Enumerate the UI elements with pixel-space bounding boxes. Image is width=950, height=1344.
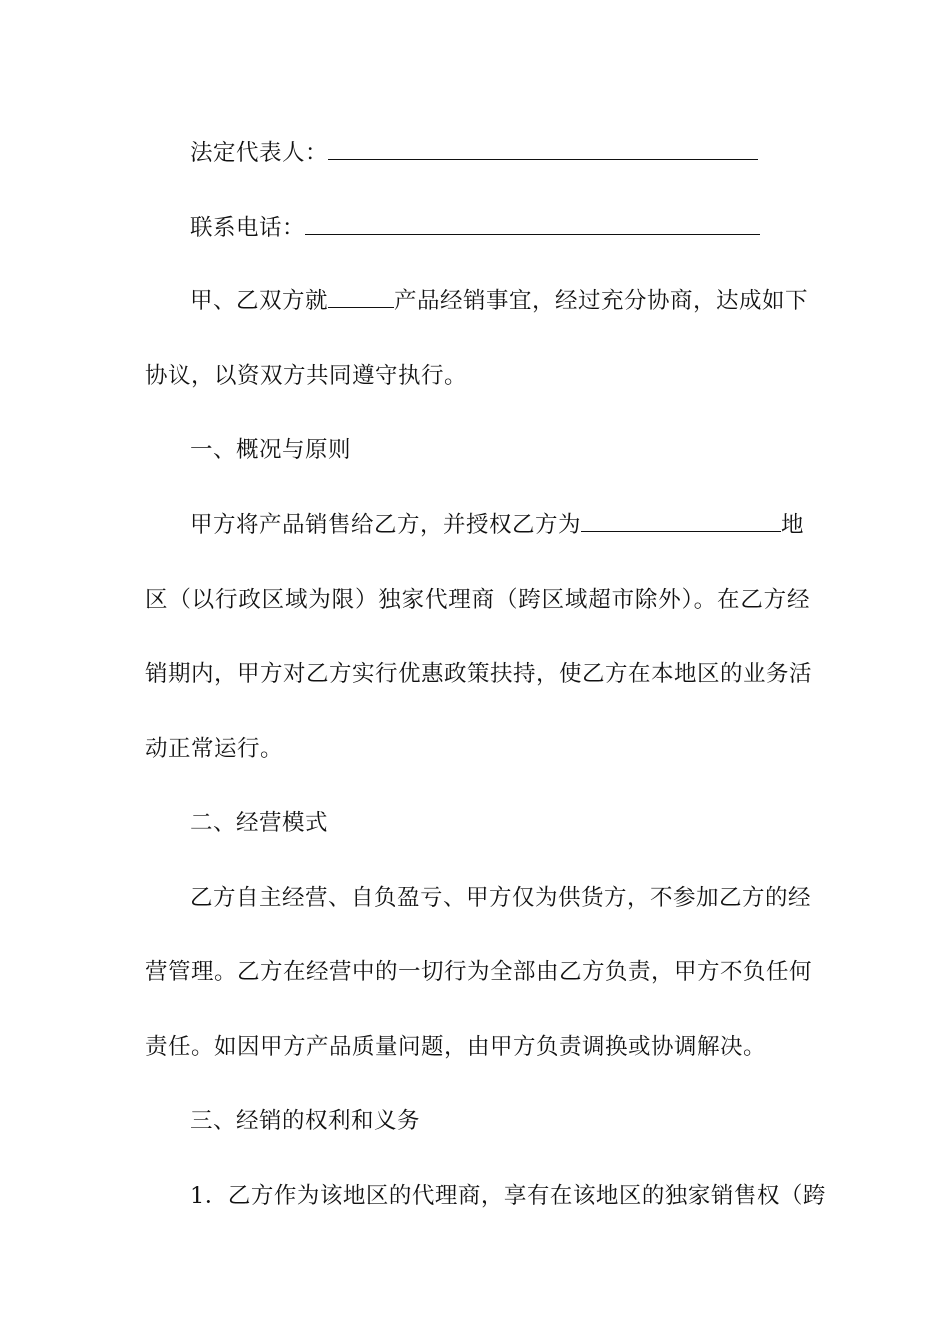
- section1-line-3: 销期内，甲方对乙方实行优惠政策扶持，使乙方在本地区的业务活: [145, 661, 813, 687]
- intro-line-2: 协议，以资双方共同遵守执行。: [145, 363, 468, 389]
- phone-field: [190, 213, 810, 243]
- section1-line-1: [190, 510, 810, 540]
- section2-heading: 二、经营模式: [190, 810, 329, 836]
- section1-text-part1: 甲方将产品销售给乙方，并授权乙方为: [190, 512, 582, 538]
- section2-line-2: 营管理。乙方在经营中的一切行为全部由乙方负责，甲方不负任何: [145, 959, 813, 985]
- legal-representative-field: [190, 138, 810, 168]
- section2-line-3: 责任。如因甲方产品质量问题，由甲方负责调换或协调解决。: [145, 1034, 767, 1060]
- intro-text-part1: 甲、乙双方就: [190, 288, 329, 314]
- section1-heading: 一、概况与原则: [190, 437, 352, 463]
- legal-representative-label: 法定代表人：: [190, 140, 329, 166]
- legal-representative-blank[interactable]: [328, 139, 758, 160]
- phone-label: 联系电话：: [190, 215, 306, 241]
- intro-line-1: [190, 286, 810, 316]
- phone-blank[interactable]: [305, 214, 760, 235]
- section1-text-part2: 地: [781, 512, 805, 538]
- section3-heading: 三、经销的权利和义务: [190, 1108, 421, 1134]
- section2-line-1: 乙方自主经营、自负盈亏、甲方仅为供货方，不参加乙方的经: [190, 885, 812, 911]
- section3-item-1: 1．乙方作为该地区的代理商，享有在该地区的独家销售权（跨: [190, 1183, 826, 1209]
- intro-text-part2: 产品经销事宜，经过充分协商，达成如下: [394, 288, 809, 314]
- region-blank[interactable]: [581, 511, 781, 532]
- section1-line-2: 区（以行政区域为限）独家代理商（跨区域超市除外）。在乙方经: [145, 587, 810, 613]
- section1-line-4: 动正常运行。: [145, 736, 284, 762]
- product-name-blank[interactable]: [328, 287, 394, 308]
